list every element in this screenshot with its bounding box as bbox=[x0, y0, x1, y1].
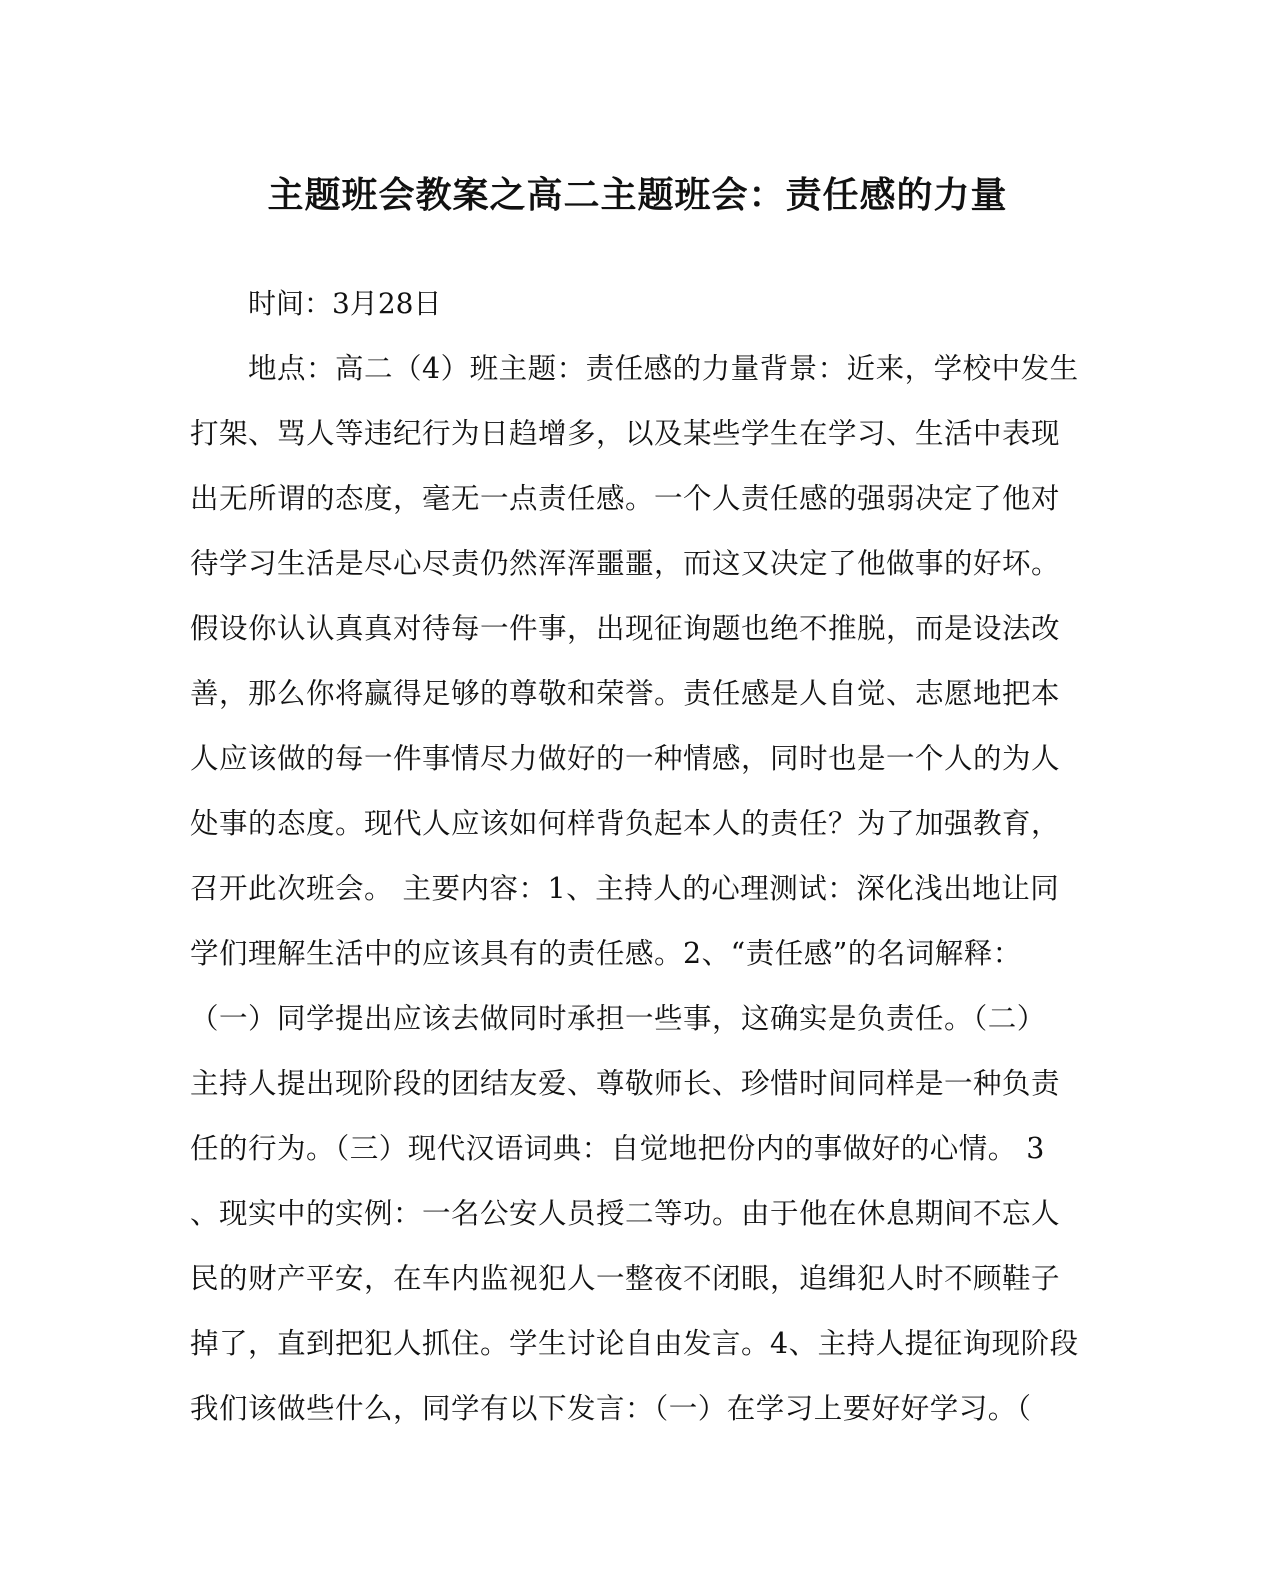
body-line: 善，那么你将赢得足够的尊敬和荣誉。责任感是人自觉、志愿地把本 bbox=[190, 677, 1061, 710]
body-line: 打架、骂人等违纪行为日趋增多，以及某些学生在学习、生活中表现 bbox=[190, 417, 1061, 450]
body-line: 民的财产平安，在车内监视犯人一整夜不闭眼，追缉犯人时不顾鞋子 bbox=[190, 1262, 1061, 1295]
time-line: 时间：3月28日 bbox=[248, 287, 442, 320]
body-line: 召开此次班会。 主要内容：1、主持人的心理测试：深化浅出地让同 bbox=[190, 872, 1060, 905]
body-line: 待学习生活是尽心尽责仍然浑浑噩噩，而这又决定了他做事的好坏。 bbox=[190, 547, 1061, 580]
body-text bbox=[190, 345, 1079, 1450]
body-line: 学们理解生活中的应该具有的责任感。2、“责任感”的名词解释： bbox=[190, 937, 1022, 970]
body-line: 我们该做些什么，同学有以下发言：（一）在学习上要好好学习。（ bbox=[190, 1392, 1032, 1425]
body-line: 掉了，直到把犯人抓住。学生讨论自由发言。4、主持人提征询现阶段 bbox=[190, 1327, 1079, 1360]
body-line: 、现实中的实例：一名公安人员授二等功。由于他在休息期间不忘人 bbox=[190, 1197, 1061, 1230]
body-line: 人应该做的每一件事情尽力做好的一种情感，同时也是一个人的为人 bbox=[190, 742, 1061, 775]
body-line: 地点：高二（4）班主题：责任感的力量背景：近来，学校中发生 bbox=[248, 352, 1079, 385]
body-line: 主持人提出现阶段的团结友爱、尊敬师长、珍惜时间同样是一种负责 bbox=[190, 1067, 1061, 1100]
body-line: 任的行为。（三）现代汉语词典：自觉地把份内的事做好的心情。 3 bbox=[190, 1132, 1045, 1165]
document-title: 主题班会教案之高二主题班会：责任感的力量 bbox=[267, 174, 1008, 216]
body-line: （一）同学提出应该去做同时承担一些事，这确实是负责任。（二） bbox=[190, 1002, 1046, 1035]
body-line: 假设你认认真真对待每一件事，出现征询题也绝不推脱，而是设法改 bbox=[190, 612, 1061, 645]
body-line: 处事的态度。现代人应该如何样背负起本人的责任？为了加强教育， bbox=[190, 807, 1061, 840]
body-line: 出无所谓的态度，毫无一点责任感。一个人责任感的强弱决定了他对 bbox=[190, 482, 1061, 515]
